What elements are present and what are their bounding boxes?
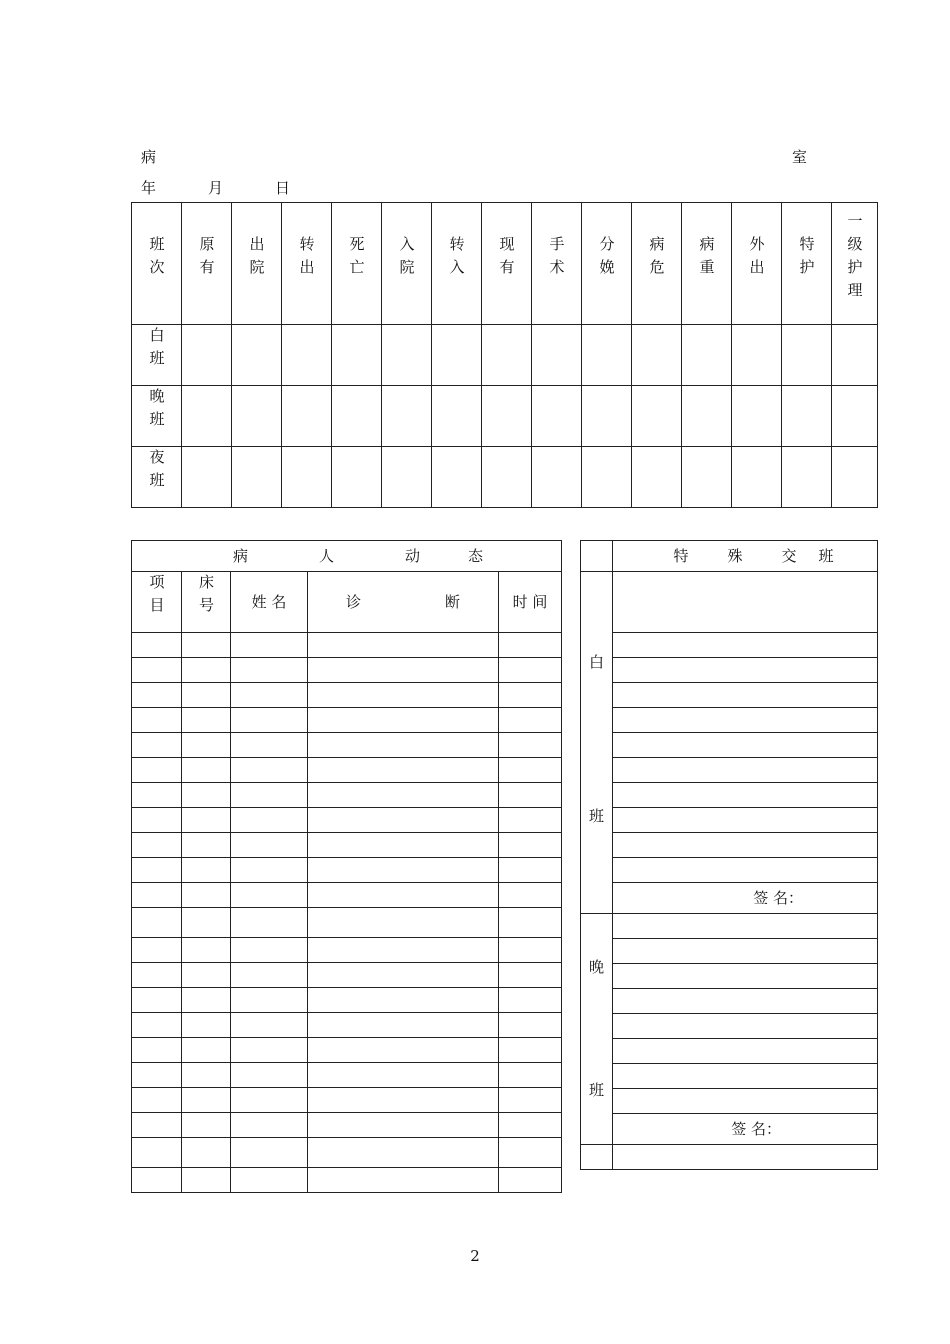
handover-cell[interactable] — [613, 783, 878, 808]
year-label: 年 — [141, 179, 157, 197]
patient-cell[interactable] — [499, 1088, 562, 1113]
handover-row — [581, 989, 878, 1014]
table-row — [132, 1113, 562, 1138]
patient-cell[interactable] — [231, 963, 308, 988]
census-col-header: 手术 — [532, 203, 582, 325]
patient-cell[interactable] — [182, 808, 231, 833]
patient-cell[interactable] — [308, 808, 499, 833]
patient-cell[interactable] — [182, 733, 231, 758]
handover-row — [581, 733, 878, 758]
ward-label-suffix: 室 — [792, 148, 808, 166]
census-cell[interactable] — [182, 447, 232, 508]
patient-cell[interactable] — [308, 783, 499, 808]
patient-cell[interactable] — [182, 783, 231, 808]
table-row — [132, 658, 562, 683]
patient-cell[interactable] — [231, 658, 308, 683]
patient-cell[interactable] — [499, 883, 562, 908]
patient-cell[interactable] — [308, 633, 499, 658]
patient-cell[interactable] — [308, 1013, 499, 1038]
patient-cell[interactable] — [499, 1168, 562, 1193]
census-cell[interactable] — [232, 386, 282, 447]
handover-cell[interactable] — [613, 1039, 878, 1064]
patient-cell[interactable] — [231, 1038, 308, 1063]
census-cell[interactable] — [432, 447, 482, 508]
patient-cell[interactable] — [132, 1113, 182, 1138]
patient-cell[interactable] — [308, 858, 499, 883]
handover-cell[interactable] — [613, 964, 878, 989]
handover-cell[interactable] — [613, 572, 878, 633]
census-cell[interactable] — [382, 447, 432, 508]
census-cell[interactable] — [432, 325, 482, 386]
patient-cell[interactable] — [132, 633, 182, 658]
patient-cell[interactable] — [308, 988, 499, 1013]
table-row — [132, 783, 562, 808]
patient-cell[interactable] — [132, 908, 182, 938]
patient-cell[interactable] — [499, 633, 562, 658]
patient-cell[interactable] — [308, 1113, 499, 1138]
patient-cell[interactable] — [231, 708, 308, 733]
handover-row — [581, 783, 878, 808]
handover-row — [581, 633, 878, 658]
table-row — [132, 1138, 562, 1168]
patient-cell[interactable] — [132, 758, 182, 783]
patient-cell[interactable] — [308, 938, 499, 963]
patient-cell[interactable] — [132, 833, 182, 858]
shift-label: 白班 — [132, 325, 182, 386]
patient-cell[interactable] — [499, 908, 562, 938]
patient-cell[interactable] — [132, 938, 182, 963]
patient-table-title: 病 人 动 态 — [132, 541, 562, 572]
patient-cell[interactable] — [499, 783, 562, 808]
handover-corner-cell — [581, 541, 613, 572]
census-cell[interactable] — [832, 386, 878, 447]
handover-cell[interactable] — [613, 708, 878, 733]
handover-cell[interactable] — [613, 758, 878, 783]
patient-cell[interactable] — [132, 708, 182, 733]
census-cell[interactable] — [732, 325, 782, 386]
patient-cell[interactable] — [308, 1168, 499, 1193]
patient-cell[interactable] — [499, 938, 562, 963]
handover-cell[interactable] — [613, 914, 878, 939]
census-cell[interactable] — [832, 325, 878, 386]
handover-cell[interactable] — [613, 939, 878, 964]
handover-cell[interactable] — [613, 808, 878, 833]
census-cell[interactable] — [182, 386, 232, 447]
handover-cell[interactable] — [613, 1145, 878, 1170]
patient-cell[interactable] — [132, 1168, 182, 1193]
patient-cell[interactable] — [308, 1088, 499, 1113]
table-row — [132, 1013, 562, 1038]
patient-cell[interactable] — [182, 1063, 231, 1088]
census-col-header: 病危 — [632, 203, 682, 325]
patient-cell[interactable] — [499, 988, 562, 1013]
patient-cell[interactable] — [308, 733, 499, 758]
census-col-header: 病重 — [682, 203, 732, 325]
census-cell[interactable] — [382, 325, 432, 386]
handover-cell[interactable] — [613, 989, 878, 1014]
patient-cell[interactable] — [308, 1063, 499, 1088]
day-label: 日 — [275, 179, 291, 197]
census-col-header: 现有 — [482, 203, 532, 325]
handover-row — [581, 1089, 878, 1114]
handover-row — [581, 858, 878, 883]
patient-cell[interactable] — [132, 963, 182, 988]
census-cell[interactable] — [532, 386, 582, 447]
census-cell[interactable] — [482, 386, 532, 447]
table-row — [132, 963, 562, 988]
census-col-header: 特护 — [782, 203, 832, 325]
table-row — [132, 633, 562, 658]
census-row — [132, 386, 878, 447]
handover-row — [581, 758, 878, 783]
census-cell[interactable] — [682, 447, 732, 508]
census-cell[interactable] — [232, 447, 282, 508]
table-row — [132, 683, 562, 708]
patient-title-row — [132, 541, 562, 572]
handover-cell[interactable] — [613, 1064, 878, 1089]
handover-cell[interactable] — [613, 658, 878, 683]
patient-cell[interactable] — [308, 683, 499, 708]
handover-row — [581, 808, 878, 833]
patient-cell[interactable] — [231, 683, 308, 708]
patient-cell[interactable] — [231, 833, 308, 858]
handover-cell[interactable] — [613, 858, 878, 883]
handover-row — [581, 833, 878, 858]
shift-char: 白 — [588, 652, 604, 671]
handover-row — [581, 1114, 878, 1145]
patient-cell[interactable] — [231, 1088, 308, 1113]
patient-cell[interactable] — [499, 963, 562, 988]
patient-cell[interactable] — [499, 758, 562, 783]
patient-cell[interactable] — [499, 708, 562, 733]
patient-cell[interactable] — [182, 988, 231, 1013]
patient-cell[interactable] — [231, 783, 308, 808]
census-cell[interactable] — [582, 447, 632, 508]
patient-cell[interactable] — [182, 708, 231, 733]
patient-cell[interactable] — [499, 808, 562, 833]
handover-row — [581, 964, 878, 989]
census-cell[interactable] — [782, 325, 832, 386]
census-cell[interactable] — [432, 386, 482, 447]
patient-cell[interactable] — [231, 908, 308, 938]
handover-title-row — [581, 541, 878, 572]
table-row — [132, 1088, 562, 1113]
census-col-header: 外出 — [732, 203, 782, 325]
patient-cell[interactable] — [132, 783, 182, 808]
handover-row — [581, 1014, 878, 1039]
handover-row — [581, 1039, 878, 1064]
census-cell[interactable] — [332, 386, 382, 447]
patient-cell[interactable] — [132, 883, 182, 908]
col-time-header: 时 间 — [499, 572, 562, 633]
patient-cell[interactable] — [182, 1168, 231, 1193]
table-row — [132, 1168, 562, 1193]
handover-row — [581, 1064, 878, 1089]
patient-cell[interactable] — [308, 758, 499, 783]
patient-cell[interactable] — [132, 1013, 182, 1038]
census-cell[interactable] — [332, 447, 382, 508]
census-col-header: 入院 — [382, 203, 432, 325]
table-row — [132, 1063, 562, 1088]
shift-char: 班 — [588, 806, 604, 825]
census-col-header: 转出 — [282, 203, 332, 325]
census-row — [132, 447, 878, 508]
census-table — [131, 202, 878, 508]
census-cell[interactable] — [182, 325, 232, 386]
census-col-header: 分娩 — [582, 203, 632, 325]
census-cell[interactable] — [682, 386, 732, 447]
patient-cell[interactable] — [132, 658, 182, 683]
census-cell[interactable] — [232, 325, 282, 386]
patient-cell[interactable] — [132, 683, 182, 708]
patient-cell[interactable] — [132, 1138, 182, 1168]
census-cell[interactable] — [682, 325, 732, 386]
census-col-header: 死亡 — [332, 203, 382, 325]
patient-cell[interactable] — [231, 758, 308, 783]
ward-label-prefix: 病 — [141, 148, 157, 166]
patient-cell[interactable] — [231, 988, 308, 1013]
shift-label-vertical — [581, 914, 613, 1145]
patient-cell[interactable] — [499, 658, 562, 683]
patient-cell[interactable] — [182, 658, 231, 683]
census-col-header: 班次 — [132, 203, 182, 325]
patient-cell[interactable] — [182, 858, 231, 883]
signature-cell[interactable]: 签 名： — [613, 883, 878, 914]
patient-cell[interactable] — [308, 1038, 499, 1063]
patient-cell[interactable] — [231, 883, 308, 908]
census-cell[interactable] — [532, 447, 582, 508]
census-col-header: 出院 — [232, 203, 282, 325]
patient-cell[interactable] — [182, 1138, 231, 1168]
shift-label: 晚班 — [132, 386, 182, 447]
handover-row — [581, 708, 878, 733]
patient-cell[interactable] — [231, 1063, 308, 1088]
handover-table-title: 特 殊 交 班 — [613, 541, 878, 572]
table-row — [132, 758, 562, 783]
table-row — [132, 708, 562, 733]
census-col-header: 转入 — [432, 203, 482, 325]
table-row — [132, 938, 562, 963]
page-number: 2 — [470, 1247, 480, 1265]
shift-label-vertical — [581, 572, 613, 914]
census-cell[interactable] — [782, 386, 832, 447]
census-cell[interactable] — [632, 325, 682, 386]
patient-cell[interactable] — [231, 733, 308, 758]
patient-cell[interactable] — [132, 1038, 182, 1063]
patient-cell[interactable] — [231, 1013, 308, 1038]
special-handover-table — [580, 540, 878, 1170]
patient-cell[interactable] — [308, 963, 499, 988]
patient-cell[interactable] — [308, 833, 499, 858]
table-row — [132, 908, 562, 938]
census-cell[interactable] — [582, 325, 632, 386]
handover-cell[interactable] — [613, 833, 878, 858]
patient-dynamics-table — [131, 540, 562, 1193]
census-cell[interactable] — [582, 386, 632, 447]
shift-char: 晚 — [588, 957, 604, 976]
table-row — [132, 883, 562, 908]
patient-cell[interactable] — [132, 988, 182, 1013]
patient-cell[interactable] — [132, 808, 182, 833]
patient-cell[interactable] — [231, 1113, 308, 1138]
patient-cell[interactable] — [132, 1088, 182, 1113]
patient-cell[interactable] — [182, 758, 231, 783]
handover-row — [581, 883, 878, 914]
table-row — [132, 1038, 562, 1063]
table-row — [132, 988, 562, 1013]
patient-cell[interactable] — [182, 1088, 231, 1113]
patient-cell[interactable] — [308, 708, 499, 733]
handover-row — [581, 658, 878, 683]
patient-cell[interactable] — [499, 1038, 562, 1063]
patient-cell[interactable] — [182, 633, 231, 658]
census-cell[interactable] — [282, 325, 332, 386]
col-bed-header: 床号 — [182, 572, 231, 633]
patient-header-row — [132, 572, 562, 633]
census-header-row — [132, 203, 878, 325]
census-cell[interactable] — [782, 447, 832, 508]
census-cell[interactable] — [732, 386, 782, 447]
handover-cell[interactable] — [613, 633, 878, 658]
patient-cell[interactable] — [499, 833, 562, 858]
patient-cell[interactable] — [308, 658, 499, 683]
patient-cell[interactable] — [499, 858, 562, 883]
shift-char: 班 — [588, 1080, 604, 1099]
patient-cell[interactable] — [499, 1063, 562, 1088]
signature-cell[interactable]: 签 名： — [613, 1114, 878, 1145]
patient-cell[interactable] — [132, 1063, 182, 1088]
handover-cell[interactable] — [613, 733, 878, 758]
patient-cell[interactable] — [231, 1168, 308, 1193]
handover-cell[interactable] — [581, 1145, 613, 1170]
patient-cell[interactable] — [182, 938, 231, 963]
patient-cell[interactable] — [182, 1013, 231, 1038]
handover-row — [581, 683, 878, 708]
census-cell[interactable] — [382, 386, 432, 447]
patient-cell[interactable] — [308, 908, 499, 938]
col-item-header: 项目 — [132, 572, 182, 633]
handover-row — [581, 1145, 878, 1170]
handover-cell[interactable] — [613, 1089, 878, 1114]
census-cell[interactable] — [532, 325, 582, 386]
patient-cell[interactable] — [132, 733, 182, 758]
patient-cell[interactable] — [132, 858, 182, 883]
census-cell[interactable] — [632, 386, 682, 447]
patient-cell[interactable] — [182, 1113, 231, 1138]
handover-cell[interactable] — [613, 1014, 878, 1039]
census-cell[interactable] — [732, 447, 782, 508]
patient-cell[interactable] — [231, 633, 308, 658]
census-cell[interactable] — [282, 447, 332, 508]
census-cell[interactable] — [632, 447, 682, 508]
patient-cell[interactable] — [182, 908, 231, 938]
handover-cell[interactable] — [613, 683, 878, 708]
col-name-header: 姓 名 — [231, 572, 308, 633]
census-col-header: 一级护理 — [832, 203, 878, 325]
shift-label: 夜班 — [132, 447, 182, 508]
census-cell[interactable] — [482, 325, 532, 386]
patient-cell[interactable] — [182, 683, 231, 708]
patient-cell[interactable] — [308, 883, 499, 908]
census-cell[interactable] — [482, 447, 532, 508]
patient-cell[interactable] — [231, 858, 308, 883]
patient-cell[interactable] — [499, 733, 562, 758]
table-row — [132, 808, 562, 833]
patient-cell[interactable] — [182, 1038, 231, 1063]
patient-cell[interactable] — [308, 1138, 499, 1168]
patient-cell[interactable] — [499, 1113, 562, 1138]
patient-cell[interactable] — [182, 833, 231, 858]
handover-row — [581, 939, 878, 964]
census-col-header: 原有 — [182, 203, 232, 325]
census-row — [132, 325, 878, 386]
patient-cell[interactable] — [182, 883, 231, 908]
patient-cell[interactable] — [499, 1013, 562, 1038]
handover-row — [581, 572, 878, 633]
patient-cell[interactable] — [231, 808, 308, 833]
table-row — [132, 733, 562, 758]
census-cell[interactable] — [282, 386, 332, 447]
patient-cell[interactable] — [499, 1138, 562, 1168]
census-cell[interactable] — [332, 325, 382, 386]
patient-cell[interactable] — [182, 963, 231, 988]
patient-cell[interactable] — [231, 1138, 308, 1168]
patient-cell[interactable] — [231, 938, 308, 963]
table-row — [132, 833, 562, 858]
patient-cell[interactable] — [499, 683, 562, 708]
month-label: 月 — [208, 179, 224, 197]
handover-row — [581, 914, 878, 939]
census-cell[interactable] — [832, 447, 878, 508]
col-diagnosis-header: 诊 断 — [308, 572, 499, 633]
table-row — [132, 858, 562, 883]
